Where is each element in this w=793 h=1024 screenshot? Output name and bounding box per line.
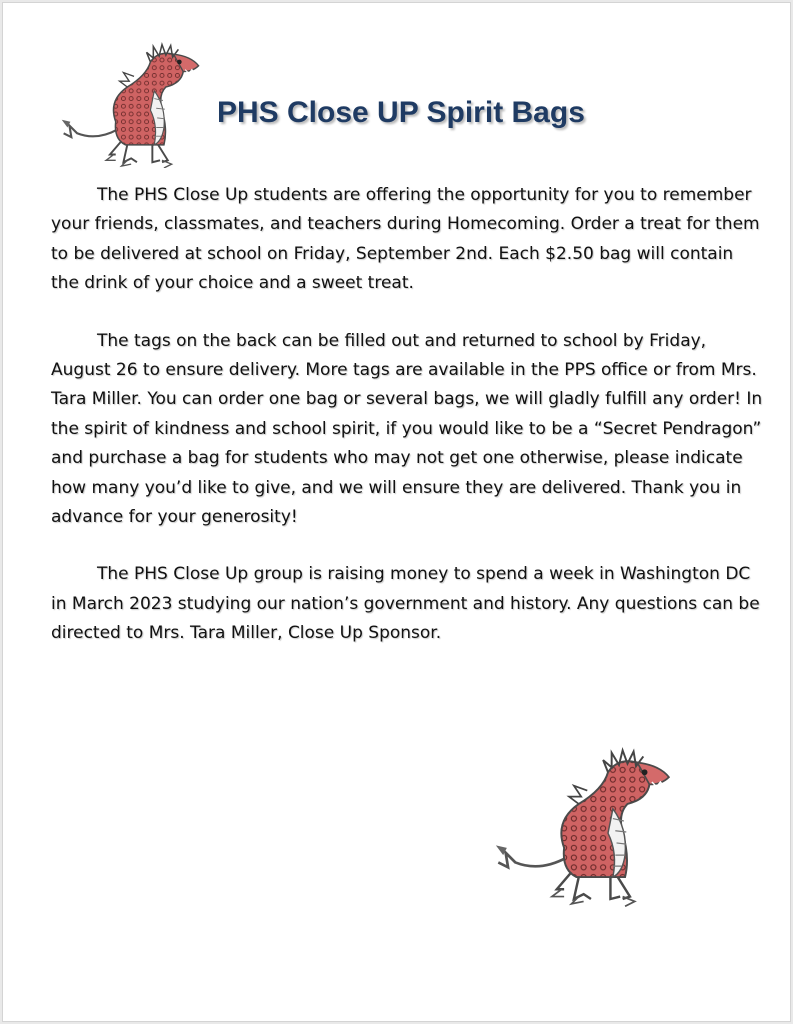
page-title: PHS Close UP Spirit Bags (217, 96, 585, 129)
paragraph-fundraiser: The PHS Close Up group is raising money to spend a week in Washington DC in March 2023 studying our nation’s government and history. Any questions can be directed to Mrs. Tara Miller, Close Up Sponsor. (51, 564, 760, 644)
body-text (51, 181, 763, 677)
paragraph-tags: The tags on the back can be filled out and returned to school by Friday, August 26 to ensure delivery. More tags are available in the PPS office or from Mrs. Tara Miller. You can order one bag or several bags, we will gladly fulfill any order! In the spirit of kindness and school spirit, if you would like to be a “Secret Pendragon” and purchase a bag for students who may not get one otherwise, please indicate how many you’d like to give, and we will ensure they are delivered. Thank you in advance for your generosity! (51, 330, 763, 528)
document-page (2, 2, 791, 1022)
paragraph-intro: The PHS Close Up students are offering the opportunity for you to remember your friends, classmates, and teachers during Homecoming. Order a treat for them to be delivered at school on Friday, September 2nd. Each $2.50 bag will contain the drink of your choice and a sweet treat. (51, 185, 760, 294)
dragon-mascot-icon (55, 33, 215, 168)
dragon-mascot-icon (491, 735, 686, 907)
